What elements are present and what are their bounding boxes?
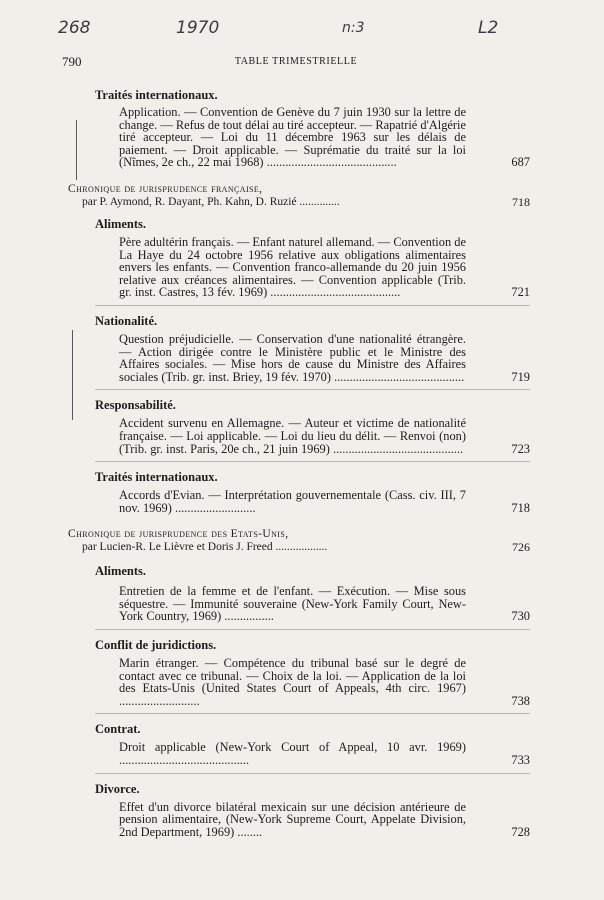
entry-page: 733 [511, 753, 530, 768]
divider [95, 713, 530, 714]
section-heading: Traités internationaux. [95, 470, 218, 485]
handwritten-note: L2 [478, 18, 499, 38]
divider [95, 773, 530, 774]
entry-text: Père adultérin français. — Enfant naturel allemand. — Convention de La Haye du 24 octobre 1956 relative aux obligations alimentaires envers les enfants. — Convention franco-allemande du 20 juin 1956 relative aux créances alimentaires. — Convention applicable (Trib. gr. inst. Castres, 13 fév. 1969) .......................................... [119, 234, 466, 300]
section-heading: Aliments. [95, 216, 147, 231]
section-heading: Responsabilité. [95, 398, 176, 413]
entry-page: 738 [511, 693, 530, 708]
entry-text: Droit applicable (New-York Court of Appeal, 10 avr. 1969) .......................................... [119, 740, 466, 768]
list-item [119, 585, 530, 623]
entry-text: Application. — Convention de Genève du 7 juin 1930 sur la lettre de change. — Refus de tout délai au tiré accepteur. — Rapatrié d'Algérie tiré accepteur. — Loi du 11 décembre 1963 sur les délais de paiement. — Droit applicable. — Suprématie du traité sur la loi (Nîmes, 2e ch., 22 mai 1968) .......................................... [119, 105, 466, 170]
list-item [119, 106, 530, 169]
list-item [119, 801, 530, 839]
running-title: TABLE TRIMESTRIELLE [234, 56, 358, 67]
section-heading: Conflit de juridictions. [95, 638, 217, 653]
divider [95, 461, 530, 462]
divider [95, 389, 530, 390]
chronicle-entry [62, 528, 530, 554]
entry-page: 726 [512, 540, 530, 555]
entry-page: 718 [512, 194, 530, 209]
chronicle-authors: par Lucien-R. Le Lièvre et Doris J. Freed .................. [82, 541, 328, 554]
divider [95, 305, 530, 306]
section-heading: Traités internationaux. [95, 88, 218, 102]
page-header [62, 54, 530, 72]
entry-text: Question préjudicielle. — Conservation d'une nationalité étrangère. — Action dirigée contre le Ministère public et le Ministre des Affaires sociales. — Mise hors de cause du Ministre des Affaires sociales (Trib. gr. inst. Briey, 19 fév. 1970) .......................................... [119, 331, 466, 384]
entry-page: 723 [511, 441, 530, 456]
list-item [119, 333, 530, 383]
list-item [119, 489, 530, 514]
entry-text: Entretien de la femme et de l'enfant. — Exécution. — Mise sous séquestre. — Immunité souveraine (New-York Family Court, New-York Country, 1969) ................ [119, 584, 466, 624]
section-heading: Contrat. [95, 722, 141, 737]
chronicle-entry [62, 183, 530, 209]
entry-page: 728 [511, 824, 530, 839]
list-item [119, 236, 530, 299]
section-heading: Aliments. [95, 564, 147, 579]
entry-text: Effet d'un divorce bilatéral mexicain sur une décision antérieure de pension alimentaire, (New-York Supreme Court, Appelate Division, 2nd Department, 1969) ........ [119, 799, 466, 839]
chronicle-title: Chronique de jurisprudence française, [68, 182, 263, 195]
handwritten-note: 1970 [176, 18, 220, 38]
entry-text: Accords d'Evian. — Interprétation gouvernementale (Cass. civ. III, 7 nov. 1969) .......................... [119, 488, 466, 515]
list-item [119, 657, 530, 707]
entry-text: Accident survenu en Allemagne. — Auteur et victime de nationalité française. — Loi applicable. — Loi du lieu du délit. — Renvoi (non) (Trib. gr. inst. Paris, 20e ch., 21 juin 1969) .......................................... [119, 416, 466, 456]
entry-page: 730 [511, 609, 530, 624]
entry-page: 718 [511, 500, 530, 515]
chronicle-title: Chronique de jurisprudence des Etats-Unis, [68, 528, 289, 541]
table-of-contents [62, 88, 530, 838]
entry-page: 687 [511, 155, 530, 170]
entry-text: Marin étranger. — Compétence du tribunal basé sur le degré de contact avec ce tribunal. — Choix de la loi. — Application de la loi des Etats-Unis (United States Court of Appeals, 4th circ. 1967) .......................... [119, 656, 466, 708]
handwritten-note: n:3 [342, 20, 365, 36]
chronicle-authors: par P. Aymond, R. Dayant, Ph. Kahn, D. Ruzié .............. [82, 195, 340, 208]
handwritten-note: 268 [58, 18, 91, 38]
divider [95, 629, 530, 630]
list-item [119, 741, 530, 766]
list-item [119, 417, 530, 455]
entry-page: 721 [511, 285, 530, 300]
section-heading: Nationalité. [95, 313, 158, 328]
section-heading: Divorce. [95, 781, 140, 796]
page-number: 790 [62, 54, 82, 69]
entry-page: 719 [511, 369, 530, 384]
